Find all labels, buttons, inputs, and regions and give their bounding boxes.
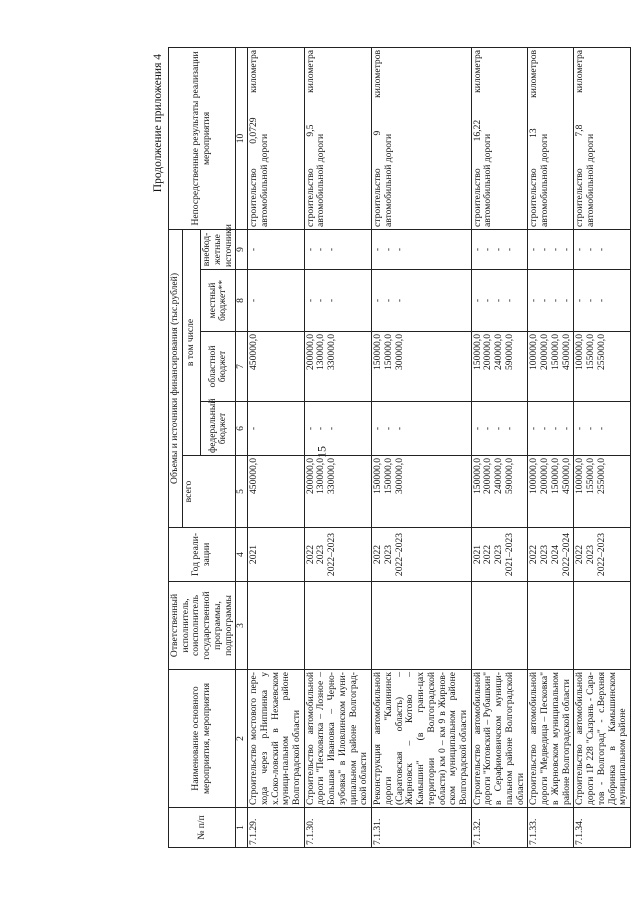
federal-cell-value: -	[528, 426, 540, 431]
regional-cell-value: 130000,0	[315, 334, 327, 370]
year-cell-value: 2021–2023	[503, 532, 515, 577]
local-cell-value: -	[585, 298, 597, 303]
row-number: 7.1.29.	[248, 808, 305, 848]
extra-cell	[574, 229, 631, 269]
extra-cell-value: -	[304, 247, 316, 252]
extra-cell-value: -	[574, 247, 586, 252]
local-cell-value: -	[493, 298, 505, 303]
extra-cell-value: -	[372, 247, 384, 252]
year-cell-value: 2023	[382, 544, 394, 565]
local-cell-value: -	[248, 298, 260, 303]
financing-table	[168, 47, 631, 848]
page-number: 15	[314, 446, 329, 458]
year-cell-value: 2021	[471, 544, 483, 565]
year-cell-value: 2022–2023	[595, 532, 607, 577]
local-cell-value: -	[528, 298, 540, 303]
year-cell	[528, 528, 574, 582]
total-cell-value: 200000,0	[539, 458, 551, 494]
extra-cell-value: -	[393, 247, 405, 252]
local-cell-value: -	[471, 298, 483, 303]
table-row	[471, 47, 528, 847]
total-cell-value: 300000,0	[393, 458, 405, 494]
regional-cell	[248, 332, 305, 402]
year-cell-value: 2024	[549, 544, 561, 565]
table-row	[372, 47, 472, 847]
responsible-cell	[248, 582, 305, 670]
year-cell	[471, 528, 528, 582]
regional-cell-value: 590000,0	[503, 334, 515, 370]
extra-cell-value: -	[503, 247, 515, 252]
local-cell-value: -	[503, 298, 515, 303]
year-cell-value: 2022	[482, 544, 494, 565]
responsible-cell	[574, 582, 631, 670]
extra-cell-value: -	[549, 247, 561, 252]
federal-cell-value: -	[315, 426, 327, 431]
regional-cell-value: 150000,0	[382, 334, 394, 370]
regional-cell-value: 200000,0	[482, 334, 494, 370]
local-cell	[528, 270, 574, 332]
result-cell: строительство 9,5 километра автомобильной дороги	[304, 47, 371, 229]
local-cell-value: -	[382, 298, 394, 303]
local-cell-value: -	[372, 298, 384, 303]
result-cell: строительство 7,8 километра автомобильной дороги	[574, 47, 631, 229]
column-number: 2	[236, 670, 248, 808]
continuation-note: Продолжение приложения 4	[152, 54, 164, 193]
federal-cell-value: -	[393, 426, 405, 431]
regional-cell-value: 155000,0	[585, 334, 597, 370]
federal-cell-value: -	[585, 426, 597, 431]
total-cell-value: 240000,0	[493, 458, 505, 494]
responsible-cell	[304, 582, 371, 670]
header-total: всего	[182, 456, 236, 528]
federal-cell-value: -	[372, 426, 384, 431]
column-number: 1	[236, 808, 248, 848]
local-cell-value: -	[315, 298, 327, 303]
year-cell-value: 2021	[248, 544, 260, 565]
federal-cell-value: -	[482, 426, 494, 431]
total-cell-value: 590000,0	[503, 458, 515, 494]
extra-cell-value: -	[248, 247, 260, 252]
federal-cell-value: -	[304, 426, 316, 431]
local-cell	[304, 270, 371, 332]
measure-name: Строительство автомобильной дороги 1Р 228 "Сызрань - Сара-тов - Волгоград" - с.Верхняя Добринка в Камышинском муниципальном районе	[574, 670, 631, 808]
table-row	[574, 47, 631, 847]
year-cell-value: 2023	[539, 544, 551, 565]
extra-cell-value: -	[482, 247, 494, 252]
local-cell-value: -	[326, 298, 338, 303]
total-cell	[248, 456, 305, 528]
header-results: Непосредственные результаты реализации мероприятия	[169, 47, 236, 229]
federal-cell	[528, 402, 574, 456]
year-cell	[248, 528, 305, 582]
header-no: № п/п	[169, 808, 236, 848]
local-cell	[574, 270, 631, 332]
extra-cell-value: -	[585, 247, 597, 252]
column-number: 7	[236, 332, 248, 402]
row-number: 7.1.34.	[574, 808, 631, 848]
regional-cell-value: 200000,0	[539, 334, 551, 370]
header-regional: областной бюджет	[201, 332, 236, 402]
table-row	[248, 47, 305, 847]
federal-cell-value: -	[382, 426, 394, 431]
header-federal: федеральный бюджет	[201, 402, 236, 456]
year-cell-value: 2023	[315, 544, 327, 565]
header-including: в том числе	[182, 229, 200, 455]
federal-cell-value: -	[574, 426, 586, 431]
extra-cell	[528, 229, 574, 269]
regional-cell	[304, 332, 371, 402]
table-row	[304, 47, 371, 847]
responsible-cell	[471, 582, 528, 670]
total-cell-value: 200000,0	[482, 458, 494, 494]
column-number: 6	[236, 402, 248, 456]
local-cell	[471, 270, 528, 332]
regional-cell-value: 150000,0	[471, 334, 483, 370]
regional-cell-value: 240000,0	[493, 334, 505, 370]
year-cell-value: 2022	[574, 544, 586, 565]
result-cell: строительство 0,0729 километра автомобильной дороги	[248, 47, 305, 229]
header-name: Наименование основного мероприятия, мероприятия	[169, 670, 236, 808]
measure-name: Строительство автомобильной дороги "Медведица – Песковка" в Жирновском муниципальном районе Волгоградской области	[528, 670, 574, 808]
total-cell	[372, 456, 472, 528]
result-cell: строительство 13 километров автомобильной дороги	[528, 47, 574, 229]
header-year: Год реали-зации	[169, 528, 236, 582]
regional-cell	[528, 332, 574, 402]
regional-cell-value: 300000,0	[393, 334, 405, 370]
local-cell-value: -	[549, 298, 561, 303]
extra-cell-value: -	[595, 247, 607, 252]
local-cell-value: -	[393, 298, 405, 303]
total-cell-value: 150000,0	[549, 458, 561, 494]
year-cell	[304, 528, 371, 582]
federal-cell	[304, 402, 371, 456]
total-cell-value: 150000,0	[382, 458, 394, 494]
regional-cell	[574, 332, 631, 402]
column-number: 9	[236, 229, 248, 269]
result-cell: строительство 9 километров автомобильной дороги	[372, 47, 472, 229]
row-number: 7.1.33.	[528, 808, 574, 848]
regional-cell-value: 255000,0	[595, 334, 607, 370]
local-cell-value: -	[560, 298, 572, 303]
regional-cell-value: 150000,0	[549, 334, 561, 370]
federal-cell-value: -	[326, 426, 338, 431]
total-cell-value: 330000,0	[326, 458, 338, 494]
federal-cell-value: -	[549, 426, 561, 431]
federal-cell-value: -	[503, 426, 515, 431]
local-cell	[248, 270, 305, 332]
column-number: 3	[236, 582, 248, 670]
header-local: местный бюджет**	[201, 270, 236, 332]
measure-name: Строительство мостового пере-хода через р.Ниппинка у х.Соко-ловский в Нехаевском муници-пальном районе Волгоградской области	[248, 670, 305, 808]
header-volumes: Объемы и источники финансирования (тыс.рублей)	[169, 229, 183, 527]
extra-cell	[248, 229, 305, 269]
header-extra: внебюд-жетные источники	[201, 229, 236, 269]
extra-cell-value: -	[493, 247, 505, 252]
federal-cell-value: -	[539, 426, 551, 431]
extra-cell-value: -	[539, 247, 551, 252]
header-responsible: Ответственный исполнитель, соисполнитель государственной программы, подпрограммы	[169, 582, 236, 670]
regional-cell-value: 100000,0	[528, 334, 540, 370]
total-cell-value: 155000,0	[585, 458, 597, 494]
regional-cell	[471, 332, 528, 402]
measure-name: Строительство автомобильной дороги "Песковатка – Лозное – Большая Ивановка – Черно-зубовка" в Иловлинском муни-ципальном районе Волгоград-ской области	[304, 670, 371, 808]
column-number: 4	[236, 528, 248, 582]
table-row	[528, 47, 574, 847]
local-cell	[372, 270, 472, 332]
year-cell	[574, 528, 631, 582]
total-cell-value: 255000,0	[595, 458, 607, 494]
local-cell-value: -	[304, 298, 316, 303]
year-cell-value: 2022	[372, 544, 384, 565]
regional-cell-value: 450000,0	[560, 334, 572, 370]
local-cell-value: -	[595, 298, 607, 303]
total-cell-value: 100000,0	[528, 458, 540, 494]
federal-cell-value: -	[471, 426, 483, 431]
regional-cell-value: 200000,0	[304, 334, 316, 370]
total-cell	[574, 456, 631, 528]
local-cell-value: -	[482, 298, 494, 303]
responsible-cell	[372, 582, 472, 670]
local-cell-value: -	[574, 298, 586, 303]
extra-cell-value: -	[315, 247, 327, 252]
federal-cell	[248, 402, 305, 456]
result-cell: строительство 16,22 километра автомобильной дороги	[471, 47, 528, 229]
total-cell-value: 130000,0	[315, 458, 327, 494]
year-cell-value: 2023	[585, 544, 597, 565]
column-number: 8	[236, 270, 248, 332]
row-number: 7.1.31.	[372, 808, 472, 848]
year-cell-value: 2022–2023	[393, 532, 405, 577]
federal-cell	[471, 402, 528, 456]
total-cell-value: 100000,0	[574, 458, 586, 494]
local-cell-value: -	[539, 298, 551, 303]
year-cell-value: 2022–2023	[326, 532, 338, 577]
total-cell	[471, 456, 528, 528]
responsible-cell	[528, 582, 574, 670]
row-number: 7.1.30.	[304, 808, 371, 848]
year-cell	[372, 528, 472, 582]
extra-cell	[372, 229, 472, 269]
extra-cell	[471, 229, 528, 269]
regional-cell-value: 150000,0	[372, 334, 384, 370]
federal-cell-value: -	[595, 426, 607, 431]
column-number: 10	[236, 47, 248, 229]
total-cell-value: 150000,0	[372, 458, 384, 494]
total-cell	[528, 456, 574, 528]
row-number: 7.1.32.	[471, 808, 528, 848]
total-cell-value: 200000,0	[304, 458, 316, 494]
regional-cell-value: 330000,0	[326, 334, 338, 370]
federal-cell-value: -	[560, 426, 572, 431]
extra-cell	[304, 229, 371, 269]
federal-cell	[574, 402, 631, 456]
total-cell-value: 150000,0	[471, 458, 483, 494]
year-cell-value: 2022–2024	[560, 532, 572, 577]
table-sheet	[148, 48, 628, 848]
column-number: 5	[236, 456, 248, 528]
total-cell-value: 450000,0	[560, 458, 572, 494]
regional-cell	[372, 332, 472, 402]
regional-cell-value: 450000,0	[248, 334, 260, 370]
federal-cell-value: -	[248, 426, 260, 431]
measure-name: Реконструкция автомобильной дороги "Калининск (Саратовская область) – Жирновск – Котово – Камышин" (в грани-цах территории Волгоградской области) км 0 – км 9 в Жирнов-ском муниципальном районе Волгоградской области	[372, 670, 472, 808]
year-cell-value: 2022	[304, 544, 316, 565]
federal-cell	[372, 402, 472, 456]
year-cell-value: 2022	[528, 544, 540, 565]
total-cell	[304, 456, 371, 528]
extra-cell-value: -	[528, 247, 540, 252]
extra-cell-value: -	[326, 247, 338, 252]
year-cell-value: 2023	[493, 544, 505, 565]
total-cell-value: 450000,0	[248, 458, 260, 494]
regional-cell-value: 100000,0	[574, 334, 586, 370]
extra-cell-value: -	[382, 247, 394, 252]
federal-cell-value: -	[493, 426, 505, 431]
measure-name: Строительство автомобильной дороги "Котовский – Рубашкин" в Серафимовичском муници-пальном районе Волгоградской области	[471, 670, 528, 808]
extra-cell-value: -	[560, 247, 572, 252]
extra-cell-value: -	[471, 247, 483, 252]
